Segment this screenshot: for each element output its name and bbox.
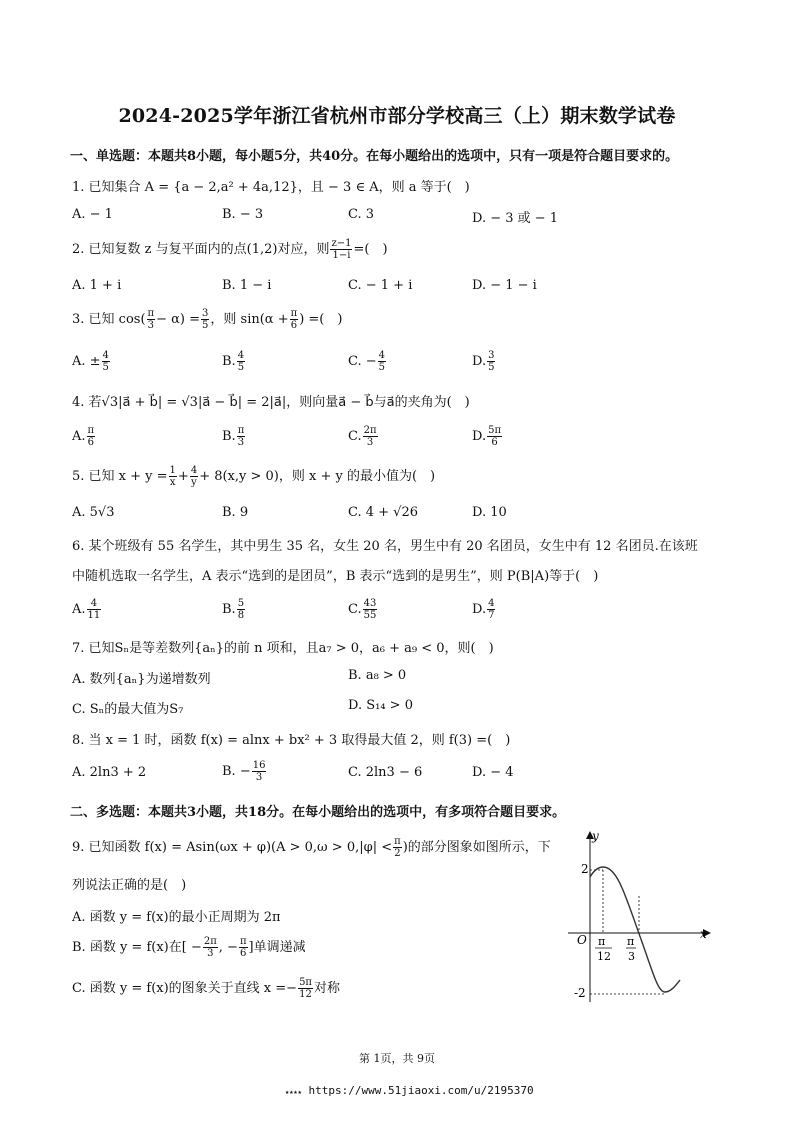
q5-option-d: D. 10 (472, 505, 507, 520)
question-4-stem: 4. 若√3|a⃗ + b⃗| = √3|a⃗ − b⃗| = 2|a⃗|，则向量a⃗ − b⃗与a⃗的夹角为( ) (72, 395, 470, 410)
q8-option-c: C. 2ln3 − 6 (348, 765, 423, 780)
q4-option-d: D. $\frac{5\pi}{6}$ (472, 425, 502, 448)
q4-option-b: B. $\frac{\pi}{3}$ (222, 425, 245, 448)
tick-1-numerator: π (598, 935, 606, 948)
q3-option-b: B. $\frac{4}{5}$ (222, 350, 245, 373)
section-heading-multiple-choice: 二、多选题：本题共3小题，共18分。在每小题给出的选项中，有多项符合题目要求。 (70, 805, 566, 820)
q1-option-a: A. − 1 (72, 207, 113, 222)
q3-option-c: C. − $\frac{4}{5}$ (348, 350, 386, 373)
tick-2-numerator: π (627, 935, 635, 948)
sine-function-graph (560, 820, 720, 1010)
y-max-label: 2 (581, 862, 589, 876)
q7-option-b: B. a₈ > 0 (348, 668, 407, 683)
q4-option-c: C. $\frac{2\pi}{3}$ (348, 425, 377, 448)
tick-1-denominator: 12 (597, 950, 611, 963)
q6-option-c: C. $\frac{43}{55}$ (348, 598, 377, 621)
question-1-stem: 1. 已知集合 A = {a − 2,a² + 4a,12}，且 − 3 ∈ A，则 a 等于( ) (72, 180, 470, 195)
page-title: 2024-2025学年浙江省杭州市部分学校高三（上）期末数学试卷 (118, 105, 676, 127)
q3-option-a: A. ± $\frac{4}{5}$ (72, 350, 109, 373)
q7-option-c: C. Sₙ的最大值为S₇ (72, 702, 184, 717)
q6-option-b: B. $\frac{5}{8}$ (222, 598, 245, 621)
q9-option-a: A. 函数 y = f(x)的最小正周期为 2π (72, 910, 281, 925)
q2-option-a: A. 1 + i (72, 278, 122, 293)
q2-option-c: C. − 1 + i (348, 278, 413, 293)
q5-option-b: B. 9 (222, 505, 249, 520)
q4-option-a: A. $\frac{\pi}{6}$ (72, 425, 95, 448)
question-2-stem: 2. 已知复数 z 与复平面内的点(1,2)对应，则 $\frac{z-1}{1-i}$ =( ) (72, 238, 388, 261)
q6-option-a: A. $\frac{4}{11}$ (72, 598, 101, 621)
q8-option-a: A. 2ln3 + 2 (72, 765, 147, 780)
x-axis-label: x (700, 927, 707, 941)
q1-option-b: B. − 3 (222, 207, 264, 222)
q2-option-d: D. − 1 − i (472, 278, 537, 293)
section-heading-single-choice: 一、单选题：本题共8小题，每小题5分，共40分。在每小题给出的选项中，只有一项是符合题目要求的。 (70, 149, 679, 164)
q6-option-d: D. $\frac{4}{7}$ (472, 598, 495, 621)
q7-option-d: D. S₁₄ > 0 (348, 698, 413, 713)
tick-2-denominator: 3 (628, 950, 635, 963)
question-6-line-2: 中随机选取一名学生，A 表示“选到的是团员”，B 表示“选到的是男生”，则 P(B|A)等于( ) (72, 569, 599, 584)
origin-label: O (577, 933, 587, 947)
q7-option-a: A. 数列{aₙ}为递增数列 (72, 672, 211, 687)
q9-option-b: B. 函数 y = f(x)在[ − $\frac{2\pi}{3}$ , − $\frac{\pi}{6}$ ]单调递减 (72, 936, 306, 959)
q5-option-a: A. 5√3 (72, 505, 115, 520)
question-9-line-2: 列说法正确的是( ) (72, 878, 187, 893)
q9-option-c: C. 函数 y = f(x)的图象关于直线 x =− $\frac{5\pi}{12}$ 对称 (72, 977, 341, 1000)
page-footer: 第 1页，共 9页 (359, 1052, 435, 1065)
fraction: $\frac{z-1}{1-i}$ (331, 238, 352, 261)
y-min-label: -2 (574, 986, 586, 1000)
y-axis-label: y (592, 829, 599, 843)
question-7-stem: 7. 已知Sₙ是等差数列{aₙ}的前 n 项和，且a₇ > 0，a₆ + a₉ < 0，则( ) (72, 641, 494, 656)
q8-option-b: B. − $\frac{16}{3}$ (222, 760, 266, 783)
q1-option-d: D. − 3 或 − 1 (472, 211, 559, 226)
question-5-stem: 5. 已知 x + y = $\frac{1}{x}$ + $\frac{4}{y}$ + 8(x,y > 0)，则 x + y 的最小值为( ) (72, 465, 436, 488)
question-9-stem: 9. 已知函数 f(x) = Asin(ωx + φ)(A > 0,ω > 0,|φ| < $\frac{\pi}{2}$ )的部分图象如图所示，下 (72, 836, 551, 859)
watermark (285, 1084, 534, 1097)
q5-option-c: C. 4 + √26 (348, 505, 419, 520)
watermark-stars: ★★★★ (285, 1088, 302, 1096)
question-6-line-1: 6. 某个班级有 55 名学生，其中男生 35 名，女生 20 名，男生中有 20 名团员，女生中有 12 名团员.在该班 (72, 539, 698, 554)
question-8-stem: 8. 当 x = 1 时，函数 f(x) = alnx + bx² + 3 取得最大值 2，则 f(3) =( ) (72, 733, 511, 748)
q1-option-c: C. 3 (348, 207, 375, 222)
q8-option-d: D. − 4 (472, 765, 514, 780)
watermark-url[interactable]: https://www.51jiaoxi.com/u/2195370 (308, 1084, 534, 1097)
q3-option-d: D. $\frac{3}{5}$ (472, 350, 495, 373)
sine-curve (590, 867, 680, 992)
question-3-stem: 3. 已知 cos( $\frac{\pi}{3}$ − α) = $\frac{3}{5}$ ，则 sin(α + $\frac{\pi}{6}$ ) =( ) (72, 308, 343, 331)
q2-option-b: B. 1 − i (222, 278, 272, 293)
